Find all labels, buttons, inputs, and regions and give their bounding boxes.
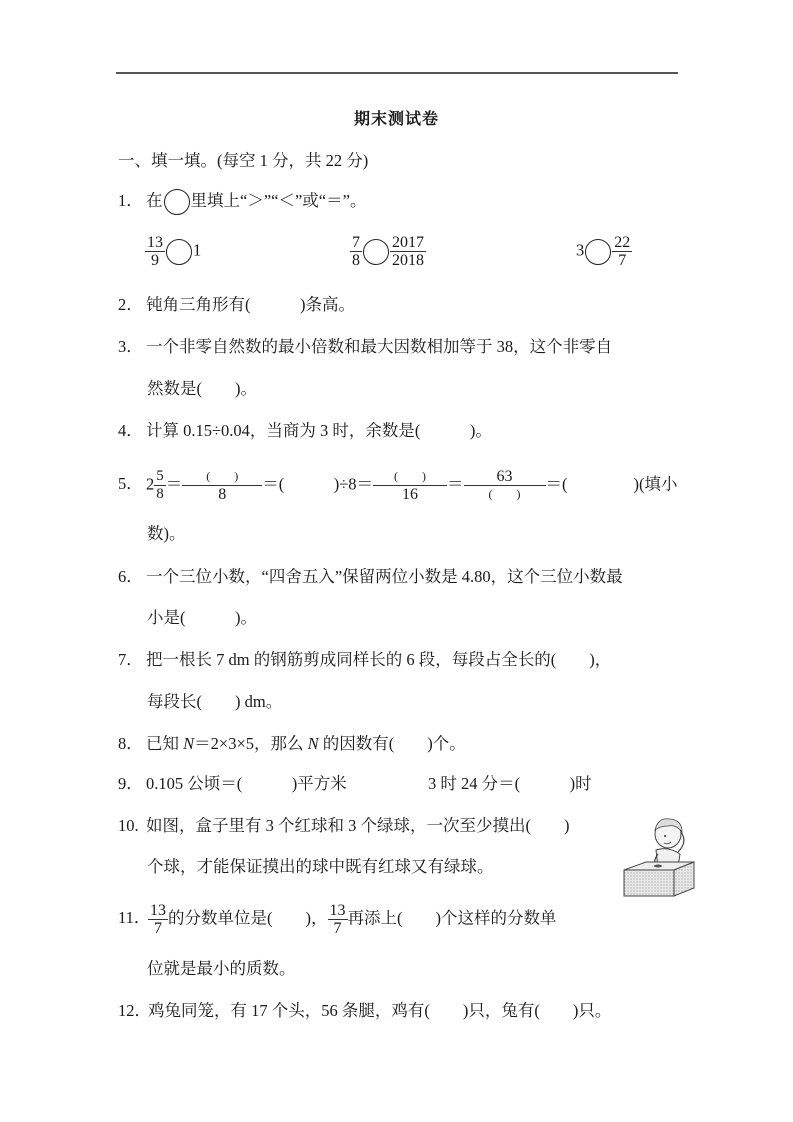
question-5: 5． 2 $\frac{5}{8}$ ＝ $\frac{( )}{8}$ ＝( )÷8＝ $\frac{( )}{16}$ ＝ $\frac{63}{( )}$ ＝( )(填小 [118, 468, 678, 503]
blank-fraction-3[interactable]: $\frac{63}{( )}$ [465, 468, 545, 503]
question-5-continuation: 数)。 [147, 524, 186, 543]
question-6-continuation: 小是( )。 [147, 608, 257, 627]
fraction: $\frac{22}{7}$ [614, 234, 631, 269]
question-2: 2． 钝角三角形有( )条高。 [118, 295, 355, 314]
question-4: 4． 计算 0.15÷0.04，当商为 3 时，余数是( )。 [118, 421, 492, 440]
question-9-part-b: 3 时 24 分＝( )时 [428, 774, 592, 793]
question-12: 12．鸡兔同笼，有 17 个头，56 条腿，鸡有( )只，兔有( )只。 [118, 1001, 612, 1020]
section-heading: 一、填一填。(每空 1 分，共 22 分) [118, 151, 369, 170]
question-3: 3． 一个非零自然数的最小倍数和最大因数相加等于 38，这个非零自 [118, 337, 613, 356]
fraction: $\frac{13}{7}$ [150, 902, 166, 937]
answer-circle[interactable] [585, 239, 611, 265]
blank-fraction-2[interactable]: $\frac{( )}{16}$ [374, 468, 446, 503]
question-10: 10. 如图，盒子里有 3 个红球和 3 个绿球，一次至少摸出( ) [118, 816, 570, 835]
question-1: 1． 在 里填上“＞”“＜”或“＝”。 [118, 189, 366, 215]
question-11-continuation: 位就是最小的质数。 [147, 959, 296, 978]
answer-circle[interactable] [363, 239, 389, 265]
circle-placeholder-icon [164, 189, 190, 215]
fraction: $\frac{2017}{2018}$ [392, 234, 424, 269]
mixed-fraction: $\frac{5}{8}$ [156, 468, 164, 502]
question-7-continuation: 每段长( ) dm。 [147, 692, 283, 711]
question-6: 6． 一个三位小数，“四舍五入”保留两位小数是 4.80，这个三位小数最 [118, 567, 623, 586]
question-number: 1． [118, 190, 143, 210]
boy-with-box-illustration [618, 812, 698, 898]
header-rule [116, 72, 678, 74]
fraction: $\frac{13}{7}$ [329, 902, 346, 937]
fraction: $\frac{7}{8}$ [352, 234, 360, 269]
comparison-3: 3 $\frac{22}{7}$ [576, 234, 631, 269]
question-11: 11． $\frac{13}{7}$ 的分数单位是( )， $\frac{13}{7}$ 再添上( )个这样的分数单 [118, 902, 557, 937]
question-7: 7． 把一根长 7 dm 的钢筋剪成同样长的 6 段，每段占全长的( )， [118, 650, 612, 669]
answer-circle[interactable] [166, 239, 192, 265]
question-9: 9． 0.105 公顷＝( )平方米 [118, 774, 347, 793]
comparison-1: $\frac{13}{9}$ 1 [147, 234, 202, 269]
blank-fraction-1[interactable]: $\frac{( )}{8}$ [183, 468, 261, 503]
question-10-continuation: 个球，才能保证摸出的球中既有红球又有绿球。 [147, 857, 494, 876]
question-3-continuation: 然数是( )。 [147, 379, 257, 398]
page-title: 期末测试卷 [353, 109, 439, 128]
comparison-2 [350, 234, 426, 269]
fraction: $\frac{13}{9}$ [147, 234, 163, 269]
question-8: 8． 已知 N＝2×3×5，那么 N 的因数有( )个。 [118, 734, 466, 753]
